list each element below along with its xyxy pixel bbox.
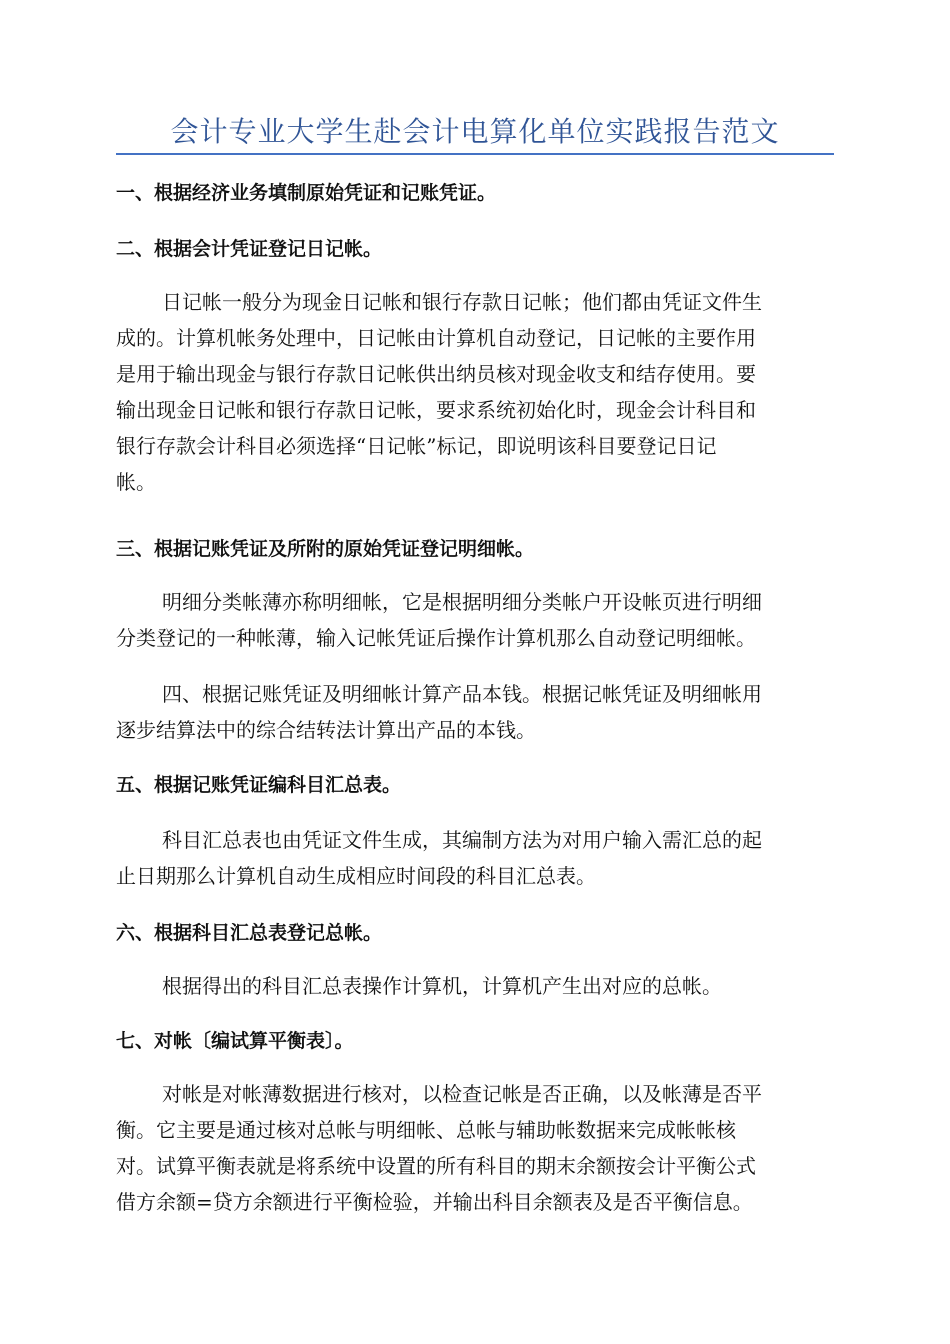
section-heading-7: 七、对帐〔编试算平衡表〕。: [116, 1030, 354, 1052]
section-paragraph-4: [116, 676, 834, 748]
paragraph-line: 分类登记的一种帐薄，输入记帐凭证后操作计算机那么自动登记明细帐。: [116, 626, 756, 650]
page-title: 会计专业大学生赴会计电算化单位实践报告范文: [170, 115, 780, 148]
title-underline: [116, 153, 834, 155]
paragraph-line: 科目汇总表也由凭证文件生成，其编制方法为对用户输入需汇总的起: [162, 828, 762, 852]
paragraph-line: 日记帐一般分为现金日记帐和银行存款日记帐；他们都由凭证文件生: [162, 290, 762, 314]
paragraph-line: 逐步结算法中的综合结转法计算出产品的本钱。: [116, 718, 536, 742]
paragraph-line: 对帐是对帐薄数据进行核对，以检查记帐是否正确，以及帐薄是否平: [162, 1082, 762, 1106]
section-paragraph-7: [116, 1076, 834, 1220]
section-heading-2: 二、根据会计凭证登记日记帐。: [116, 238, 383, 260]
paragraph-line: 借方余额=贷方余额进行平衡检验，并输出科目余额表及是否平衡信息。: [116, 1190, 753, 1214]
paragraph-line: 帐。: [116, 470, 156, 494]
section-paragraph-2: [116, 284, 834, 500]
paragraph-line: 对。试算平衡表就是将系统中设置的所有科目的期末余额按会计平衡公式: [116, 1154, 756, 1178]
paragraph-line: 根据得出的科目汇总表操作计算机，计算机产生出对应的总帐。: [162, 974, 722, 998]
paragraph-line: 四、根据记账凭证及明细帐计算产品本钱。根据记帐凭证及明细帐用: [162, 682, 762, 706]
section-paragraph-6: [116, 968, 834, 1004]
section-heading-3: 三、根据记账凭证及所附的原始凭证登记明细帐。: [116, 538, 535, 560]
section-paragraph-3: [116, 584, 834, 656]
paragraph-line: 是用于输出现金与银行存款日记帐供出纳员核对现金收支和结存使用。要: [116, 362, 756, 386]
paragraph-line: 银行存款会计科目必须选择“日记帐”标记，即说明该科目要登记日记: [116, 434, 717, 458]
paragraph-line: 输出现金日记帐和银行存款日记帐，要求系统初始化时，现金会计科目和: [116, 398, 756, 422]
paragraph-line: 衡。它主要是通过核对总帐与明细帐、总帐与辅助帐数据来完成帐帐核: [116, 1118, 736, 1142]
paragraph-line: 明细分类帐薄亦称明细帐，它是根据明细分类帐户开设帐页进行明细: [162, 590, 762, 614]
section-heading-6: 六、根据科目汇总表登记总帐。: [116, 922, 383, 944]
paragraph-line: 止日期那么计算机自动生成相应时间段的科目汇总表。: [116, 864, 596, 888]
section-paragraph-5: [116, 822, 834, 894]
section-heading-1: 一、根据经济业务填制原始凭证和记账凭证。: [116, 182, 497, 204]
section-heading-5: 五、根据记账凭证编科目汇总表。: [116, 774, 402, 796]
paragraph-line: 成的。计算机帐务处理中，日记帐由计算机自动登记，日记帐的主要作用: [116, 326, 756, 350]
